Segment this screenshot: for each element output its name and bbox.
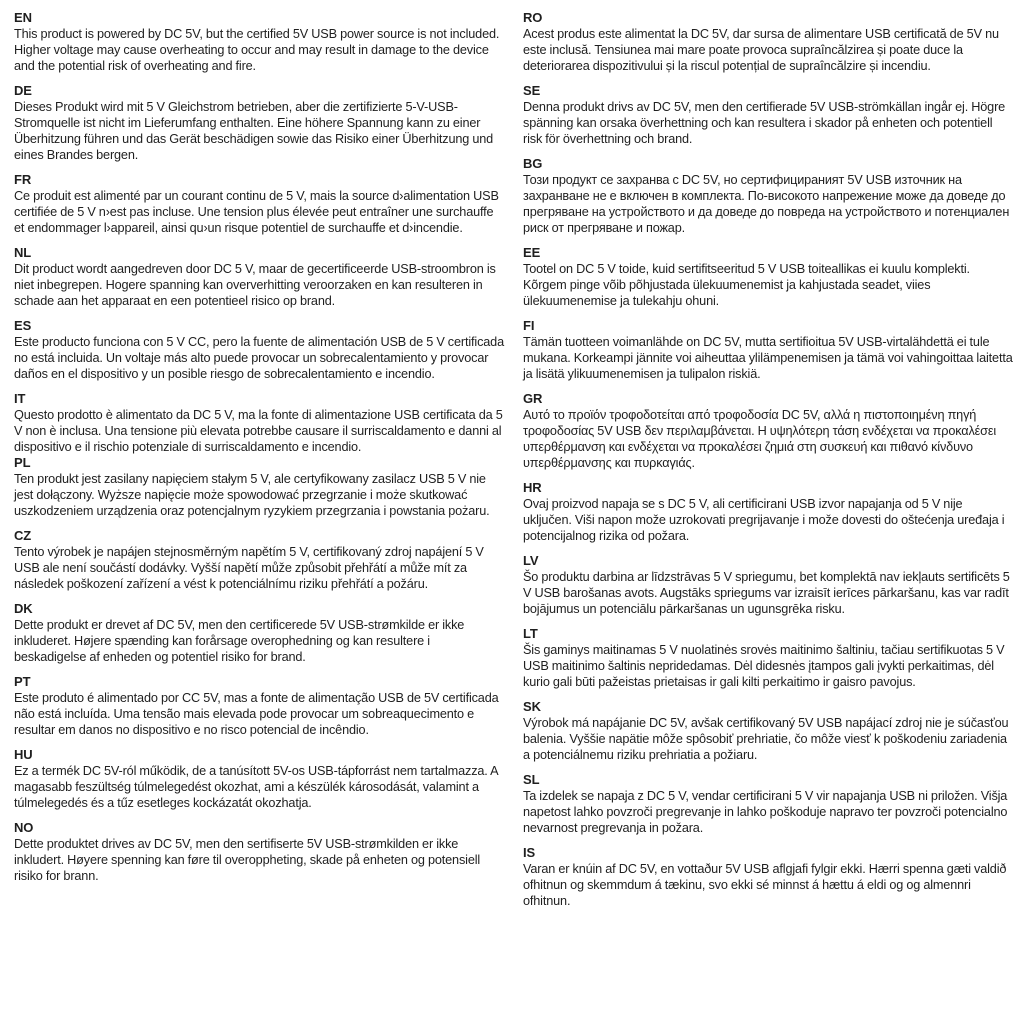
warning-text: Dieses Produkt wird mit 5 V Gleichstrom betrieben, aber die zertifizierte 5-V-USB-Stromquelle ist nicht im Lieferumfang enthalten. Eine höhere Spannung kann zu einer Überhitzung führen und das Gerät beschädigen sowie das Risiko einer Überhitzung und eines Brandes bergen. (14, 100, 494, 162)
language-section-hu (14, 747, 505, 811)
warning-text: Šis gaminys maitinamas 5 V nuolatinės srovės maitinimo šaltiniu, tačiau sertifikuotas 5 V USB maitinimo šaltinis nepridedamas. Dėl didesnės įtampos gali įvykti perkaitimas, dėl kurio gali būti pažeistas prietaisas ir gali kilti perkaitimo ir gaisro pavojus. (523, 643, 1005, 689)
language-code-label: ES (14, 318, 32, 333)
warning-text: Ta izdelek se napaja z DC 5 V, vendar certificirani 5 V vir napajanja USB ni priložen. Višja napetost lahko povzroči pregrevanje in lahko poškoduje napravo ter povzroči potencialno nevarnost pregrevanja in požara. (523, 789, 1008, 835)
warning-text: Dette produktet drives av DC 5V, men den sertifiserte 5V USB-strømkilden er ikke inkludert. Høyere spenning kan føre til overoppheting, skade på enheten og potensiell risiko for brann. (14, 837, 481, 883)
warning-text: Denna produkt drivs av DC 5V, men den certifierade 5V USB-strömkällan ingår ej. Högre spänning kan orsaka överhettning och kan resultera i skador på enheten och potentiell risk för överhettning och brand. (523, 100, 1006, 146)
warning-text: Acest produs este alimentat la DC 5V, dar sursa de alimentare USB certificată de 5V nu este inclusă. Tensiunea mai mare poate provoca supraîncălzirea și poate duce la deteriorarea dispozitivului și la riscul potențial de supraîncălzire și incendiu. (523, 27, 999, 73)
language-code-label: LV (523, 553, 539, 568)
language-code-label: SE (523, 83, 541, 98)
language-section-se (523, 83, 1014, 147)
language-section-cz (14, 528, 505, 592)
warning-text: Questo prodotto è alimentato da DC 5 V, ma la fonte di alimentazione USB certificata da 5 V non è inclusa. Una tensione più elevata potrebbe causare il surriscaldamento e danni al dispositivo e il rischio potenziale di surriscaldamento e incendio. (14, 408, 503, 454)
language-code-label: GR (523, 391, 543, 406)
warning-text: Ten produkt jest zasilany napięciem stałym 5 V, ale certyfikowany zasilacz USB 5 V nie jest dołączony. Wyższe napięcie może spowodować przegrzanie i może skutkować uszkodzeniem urządzenia oraz potencjalnym ryzykiem przegrzania i powstania pożaru. (14, 472, 490, 518)
warning-text: Varan er knúin af DC 5V, en vottaður 5V USB aflgjafi fylgir ekki. Hærri spenna gæti valdið ofhitnun og skemmdum á tækinu, svo ekki sé minnst á hættu á eldi og og almennri ofhitnun. (523, 862, 1007, 908)
language-code-label: PL (14, 455, 31, 470)
language-section-bg (523, 156, 1014, 236)
warning-text: Dit product wordt aangedreven door DC 5 V, maar de gecertificeerde USB-stroombron is niet inbegrepen. Hogere spanning kan oververhitting veroorzaken en kan resulteren in schade aan het apparaat en een potentieel risico op brand. (14, 262, 496, 308)
language-code-label: RO (523, 10, 543, 25)
language-code-label: DK (14, 601, 33, 616)
language-section-lv (523, 553, 1014, 617)
language-section-it (14, 391, 505, 455)
language-section-pl (14, 455, 505, 519)
language-section-es (14, 318, 505, 382)
language-code-label: BG (523, 156, 543, 171)
language-code-label: NL (14, 245, 32, 260)
language-code-label: IS (523, 845, 536, 860)
language-section-ro (523, 10, 1014, 74)
language-code-label: IT (14, 391, 26, 406)
warning-text: Este producto funciona con 5 V CC, pero la fuente de alimentación USB de 5 V certificada no está incluida. Un voltaje más alto puede provocar un sobrecalentamiento y provocar daños en el dispositivo y un posible riesgo de sobrecalentamiento e incendio. (14, 335, 504, 381)
language-code-label: CZ (14, 528, 32, 543)
language-section-ee (523, 245, 1014, 309)
language-section-fr (14, 172, 505, 236)
language-code-label: FR (14, 172, 32, 187)
language-code-label: LT (523, 626, 538, 641)
language-section-lt (523, 626, 1014, 690)
language-section-nl (14, 245, 505, 309)
language-section-gr (523, 391, 1014, 471)
warning-text: Αυτό το προϊόν τροφοδοτείται από τροφοδοσία DC 5V, αλλά η πιστοποιημένη πηγή τροφοδοσίας 5V USB δεν περιλαμβάνεται. Η υψηλότερη τάση ενδέχεται να προκαλέσει υπερθέρμανση και ενδέχεται να προκαλέσει ζημιά στη συσκευή και πιθανό κίνδυνο υπερθέρμανσης και πυρκαγιάς. (523, 408, 997, 470)
language-code-label: SK (523, 699, 541, 714)
language-section-en (14, 10, 505, 74)
warning-text: Este produto é alimentado por CC 5V, mas a fonte de alimentação USB de 5V certificada não está incluída. Uma tensão mais elevada pode provocar um sobreaquecimento e resultar em danos no dispositivo e no risco potencial de incêndio. (14, 691, 499, 737)
language-section-sk (523, 699, 1014, 763)
language-section-no (14, 820, 505, 884)
language-section-is (523, 845, 1014, 909)
language-code-label: SL (523, 772, 540, 787)
language-code-label: NO (14, 820, 34, 835)
language-code-label: EE (523, 245, 541, 260)
warning-text: Výrobok má napájanie DC 5V, avšak certifikovaný 5V USB napájací zdroj nie je súčasťou balenia. Vyššie napätie môže spôsobiť prehriatie, čo môže viesť k poškodeniu zariadenia a potenciálnemu riziku prehriatia a požiaru. (523, 716, 1009, 762)
right-column (523, 10, 1014, 1016)
warning-text: Šo produktu darbina ar līdzstrāvas 5 V spriegumu, bet komplektā nav iekļauts sertificēts 5 V USB barošanas avots. Augstāks spriegums var izraisīt ierīces pārkaršanu, kas var radīt bojājumus un potenciālu pārkaršanas un ugunsgrēka risku. (523, 570, 1010, 616)
language-code-label: PT (14, 674, 31, 689)
warning-text: Ce produit est alimenté par un courant continu de 5 V, mais la source d›alimentation USB certifiée de 5 V n›est pas incluse. Une tension plus élevée peut entraîner une surchauffe et endommager l›appareil, ainsi qu›un risque potentiel de surchauffe et d›incendie. (14, 189, 499, 235)
language-section-hr (523, 480, 1014, 544)
warning-text: Ovaj proizvod napaja se s DC 5 V, ali certificirani USB izvor napajanja od 5 V nije uključen. Viši napon može uzrokovati pregrijavanje i može dovesti do oštećenja uređaja i potencijalnog rizika od požara. (523, 497, 1005, 543)
language-section-dk (14, 601, 505, 665)
left-column (14, 10, 505, 1016)
warning-text: Tämän tuotteen voimanlähde on DC 5V, mutta sertifioitua 5V USB-virtalähdettä ei tule mukana. Korkeampi jännite voi aiheuttaa ylilämpenemisen ja tämä voi vahingoittaa laitetta ja lisätä ylikuumenemisen ja tulipalon riskiä. (523, 335, 1013, 381)
language-section-fi (523, 318, 1014, 382)
language-code-label: EN (14, 10, 32, 25)
warning-text: This product is powered by DC 5V, but the certified 5V USB power source is not included. Higher voltage may cause overheating to occur and may result in damage to the device and the potential risk of overheating and fire. (14, 27, 500, 73)
language-code-label: DE (14, 83, 32, 98)
language-code-label: HR (523, 480, 542, 495)
warning-text: Tento výrobek je napájen stejnosměrným napětím 5 V, certifikovaný zdroj napájení 5 V USB ale není součástí dodávky. Vyšší napětí může způsobit přehřátí a může mít za následek poškození zařízení a vést k potenciálnímu riziku přehřátí a požáru. (14, 545, 484, 591)
language-section-pt (14, 674, 505, 738)
warning-text: Ez a termék DC 5V-ról működik, de a tanúsított 5V-os USB-tápforrást nem tartalmazza. A magasabb feszültség túlmelegedést okozhat, ami a készülék károsodását, valamint a túlmelegedés és a tűz esetleges kockázatát okozhatja. (14, 764, 498, 810)
warning-text: Dette produkt er drevet af DC 5V, men den certificerede 5V USB-strømkilde er ikke inkluderet. Højere spænding kan forårsage overophedning og kan resultere i beskadigelse af enheden og potentiel risiko for brand. (14, 618, 465, 664)
warning-text: Tootel on DC 5 V toide, kuid sertifitseeritud 5 V USB toiteallikas ei kuulu komplekti. Kõrgem pinge võib põhjustada ülekuumenemist ja kahjustada seadet, viies ülekuumenemise ja tulekahju ohuni. (523, 262, 970, 308)
language-code-label: FI (523, 318, 535, 333)
language-section-sl (523, 772, 1014, 836)
language-code-label: HU (14, 747, 33, 762)
warning-text: Този продукт се захранва с DC 5V, но сертифицираният 5V USB източник на захранване не е включен в комплекта. По-високото напрежение може да доведе до прегряване на устройството и да доведе до повреда на устройството и потенциален риск от прегряване и пожар. (523, 173, 1010, 235)
language-section-de (14, 83, 505, 163)
